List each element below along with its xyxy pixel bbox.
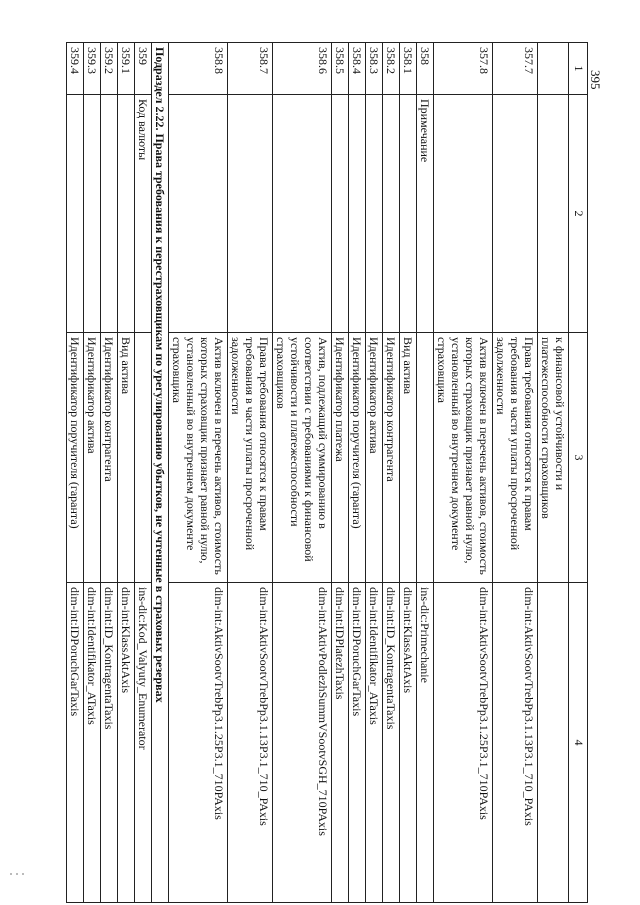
- table-row: [400, 43, 417, 903]
- table-cell-c2: [493, 95, 538, 333]
- table-cell-c1: [538, 43, 569, 95]
- page-number: 395: [588, 70, 603, 90]
- table-cell-c1: 358.6: [273, 43, 332, 95]
- table-row: [538, 43, 569, 903]
- table-cell-c3: Права требования относятся к правам требования в части уплаты просроченной задолженности: [228, 333, 273, 583]
- header-row: [569, 43, 588, 903]
- header-cell: 1: [569, 43, 588, 95]
- table-row: [67, 43, 84, 903]
- scan-artifact: [10, 862, 40, 868]
- table-row: [118, 43, 135, 903]
- table-cell-c2: [366, 95, 383, 333]
- table-cell-c1: 357.7: [493, 43, 538, 95]
- table-cell-c1: 358.3: [366, 43, 383, 95]
- table-cell-c2: Примечание: [417, 95, 434, 333]
- table-row: [417, 43, 434, 903]
- table-row: [366, 43, 383, 903]
- table-cell-c4: dim-int:AktivSootvTrebPp3.1.25P3.1_710PAxis: [169, 583, 228, 903]
- table-cell-c2: [84, 95, 101, 333]
- table-cell-c2: [383, 95, 400, 333]
- table-cell-c1: 359.4: [67, 43, 84, 95]
- table-cell-c1: 357.8: [434, 43, 493, 95]
- table-cell-c3: Идентификатор поручителя (гаранта): [349, 333, 366, 583]
- data-table: [66, 42, 588, 903]
- table-cell-c1: 358: [417, 43, 434, 95]
- table-cell-c3: Идентификатор актива: [84, 333, 101, 583]
- table-row: [169, 43, 228, 903]
- table-cell-c1: 358.7: [228, 43, 273, 95]
- table-cell-c3: [417, 333, 434, 583]
- rotated-page: [68, 42, 588, 902]
- table-cell-c1: 359.2: [101, 43, 118, 95]
- table-cell-c2: [349, 95, 366, 333]
- table-cell-c3: Вид актива: [118, 333, 135, 583]
- table-cell-c3: Идентификатор актива: [366, 333, 383, 583]
- table-cell-c4: ins-dic:Kod_Valyuty_Enumerator: [135, 583, 152, 903]
- header-cell: 3: [569, 333, 588, 583]
- header-cell: 4: [569, 583, 588, 903]
- table-cell-c2: [538, 95, 569, 333]
- table-cell-c3: Права требования относятся к правам требования в части уплаты просроченной задолженности: [493, 333, 538, 583]
- table-row: [434, 43, 493, 903]
- table-cell-c3: [135, 333, 152, 583]
- table-cell-c4: dim-int:Identifikator_ATaxis: [366, 583, 383, 903]
- table-cell-c3: Идентификатор поручителя (гаранта): [67, 333, 84, 583]
- table-row: [332, 43, 349, 903]
- table-cell-c3: Актив, подлежащий суммированию в соответствии с требованиями к финансовой устойчивости и платежеспособности страховщиков: [273, 333, 332, 583]
- table-cell-c4: dim-int:AktivSootvTrebPp3.1.13P3.1_710_PAxis: [493, 583, 538, 903]
- section-title: Подраздел 2.22. Права требования к перестраховщикам по урегулированию убытков, не учтенные в страховых резервах: [152, 43, 169, 903]
- table-cell-c3: Вид актива: [400, 333, 417, 583]
- table-cell-c4: dim-int:Identifikator_ATaxis: [84, 583, 101, 903]
- table-cell-c4: ins-dic:Primechanie: [417, 583, 434, 903]
- table-cell-c4: [538, 583, 569, 903]
- table-cell-c1: 358.4: [349, 43, 366, 95]
- table-row: [101, 43, 118, 903]
- table-row: [228, 43, 273, 903]
- table-cell-c1: 359.1: [118, 43, 135, 95]
- table-cell-c4: dim-int:AktivPodlezhSummVSootvSGH_710PAxis: [273, 583, 332, 903]
- table-cell-c4: dim-int:IDPoruchGarTaxis: [67, 583, 84, 903]
- table-cell-c3: к финансовой устойчивости и платежеспособности страховщиков: [538, 333, 569, 583]
- table-cell-c3: Актив включен в перечень активов, стоимость которых страховщик признает равной нулю, установленный во внутреннем документе страховщика: [434, 333, 493, 583]
- table-cell-c2: [273, 95, 332, 333]
- table-cell-c4: dim-int:KlassAktAxis: [118, 583, 135, 903]
- table-cell-c2: Код валюты: [135, 95, 152, 333]
- table-cell-c2: [228, 95, 273, 333]
- table-cell-c1: 358.1: [400, 43, 417, 95]
- table-cell-c1: 359: [135, 43, 152, 95]
- table-cell-c2: [101, 95, 118, 333]
- table-cell-c2: [434, 95, 493, 333]
- table-cell-c4: dim-int:ID_KontragentaTaxis: [383, 583, 400, 903]
- table-cell-c2: [332, 95, 349, 333]
- table-cell-c2: [118, 95, 135, 333]
- table-cell-c4: dim-int:IDPlatezhTaxis: [332, 583, 349, 903]
- table-cell-c1: 358.5: [332, 43, 349, 95]
- table-cell-c3: Идентификатор платежа: [332, 333, 349, 583]
- table-cell-c1: 358.2: [383, 43, 400, 95]
- table-row: [493, 43, 538, 903]
- table-cell-c2: [400, 95, 417, 333]
- table-row: [349, 43, 366, 903]
- header-cell: 2: [569, 95, 588, 333]
- table-cell-c1: 358.8: [169, 43, 228, 95]
- table-cell-c2: [169, 95, 228, 333]
- table-cell-c3: Идентификатор контрагента: [383, 333, 400, 583]
- table-cell-c4: dim-int:ID_KontragentaTaxis: [101, 583, 118, 903]
- table-row: [383, 43, 400, 903]
- table-row: [273, 43, 332, 903]
- table-cell-c4: dim-int:KlassAktAxis: [400, 583, 417, 903]
- section-row: [152, 43, 169, 903]
- table-row: [135, 43, 152, 903]
- table-cell-c3: Актив включен в перечень активов, стоимость которых страховщик признает равной нулю, установленный во внутреннем документе страховщика: [169, 333, 228, 583]
- table-cell-c4: dim-int:AktivSootvTrebPp3.1.13P3.1_710_PAxis: [228, 583, 273, 903]
- table-cell-c2: [67, 95, 84, 333]
- table-row: [84, 43, 101, 903]
- table-cell-c1: 359.3: [84, 43, 101, 95]
- table-cell-c4: dim-int:AktivSootvTrebPp3.1.25P3.1_710PAxis: [434, 583, 493, 903]
- table-cell-c3: Идентификатор контрагента: [101, 333, 118, 583]
- table-cell-c4: dim-int:IDPoruchGarTaxis: [349, 583, 366, 903]
